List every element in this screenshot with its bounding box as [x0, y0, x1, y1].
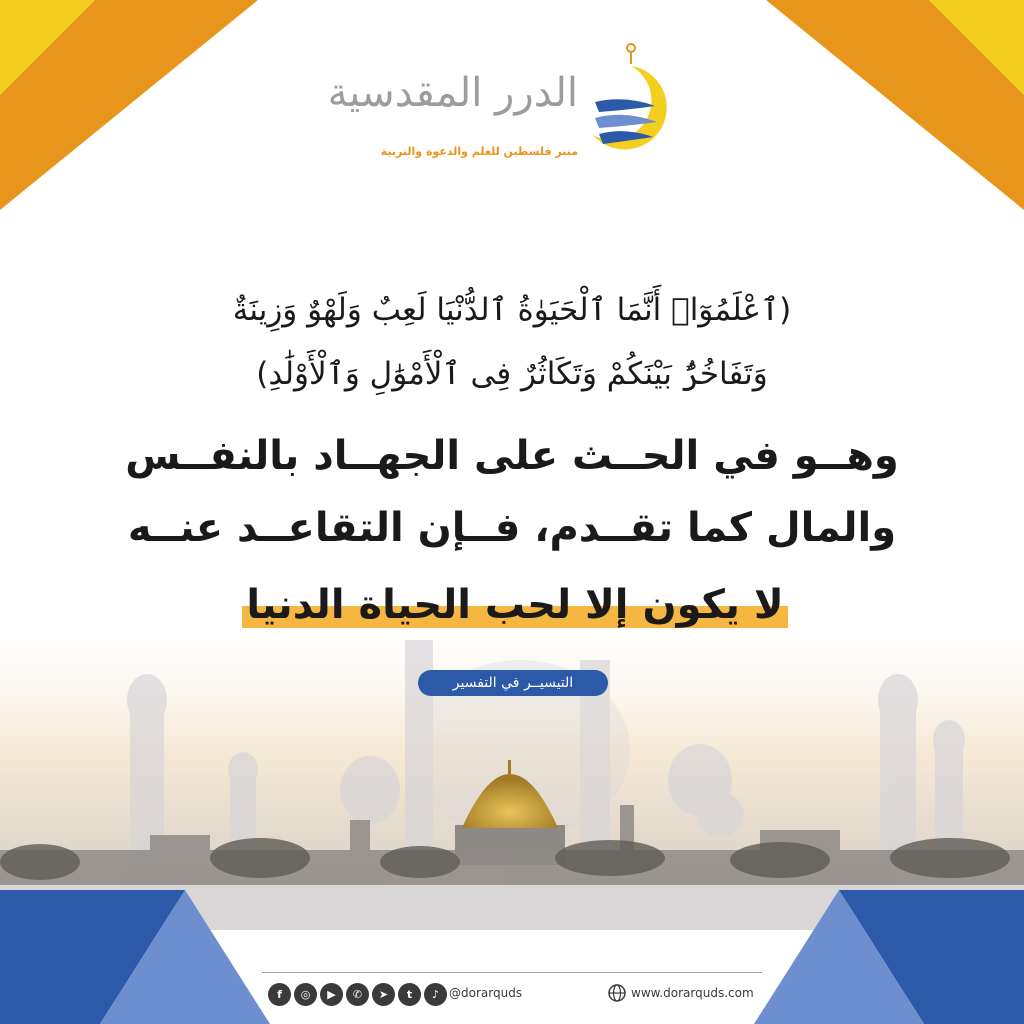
- youtube-icon[interactable]: ▶: [320, 983, 343, 1006]
- verse-line-1: (ٱعْلَمُوٓا۟ أَنَّمَا ٱلْحَيَوٰةُ ٱلدُّنْيَا لَعِبٌ وَلَهْوٌ وَزِينَةٌ: [232, 292, 792, 328]
- verse-line-2: وَتَفَاخُرٌۢ بَيْنَكُمْ وَتَكَاثُرٌ فِى ٱلْأَمْوَٰلِ وَٱلْأَوْلَٰدِ): [256, 356, 768, 392]
- whatsapp-icon[interactable]: ✆: [346, 983, 369, 1006]
- top-right-corner-decoration: [764, 0, 1024, 220]
- social-handle[interactable]: @dorarquds: [449, 986, 523, 1000]
- quran-verse: [80, 278, 944, 406]
- bottom-right-corner-decoration: [754, 880, 1024, 1024]
- bottom-left-corner-decoration: [0, 880, 270, 1024]
- commentary-line-2: والمال كما تقــدم، فــإن التقاعــد عنــه: [127, 505, 897, 551]
- brand-name: الدرر المقدسية: [327, 70, 578, 116]
- footer-divider: [262, 972, 762, 973]
- top-left-corner-decoration: [0, 0, 260, 220]
- social-icons: [268, 983, 447, 1006]
- twitter-icon[interactable]: t: [398, 983, 421, 1006]
- website-link[interactable]: www.dorarquds.com: [631, 986, 754, 1000]
- facebook-icon[interactable]: f: [268, 983, 291, 1006]
- highlighted-text: لا يكون إلا لحب الحياة الدنيا: [246, 582, 784, 628]
- commentary-line-1: وهــو في الحــث على الجهــاد بالنفــس: [125, 433, 899, 479]
- globe-icon: [608, 984, 626, 1002]
- source-badge: التيسيــر في التفسير: [418, 670, 608, 696]
- tafsir-commentary: [90, 420, 934, 564]
- highlighted-commentary: [236, 582, 794, 632]
- footer: [262, 980, 762, 1010]
- brand-logo: [327, 40, 670, 170]
- telegram-icon[interactable]: ➤: [372, 983, 395, 1006]
- tiktok-icon[interactable]: ♪: [424, 983, 447, 1006]
- instagram-icon[interactable]: ◎: [294, 983, 317, 1006]
- crescent-logo-icon: [585, 40, 670, 165]
- brand-tagline: منبر فلسطين للعلم والدعوة والتربية: [380, 145, 578, 158]
